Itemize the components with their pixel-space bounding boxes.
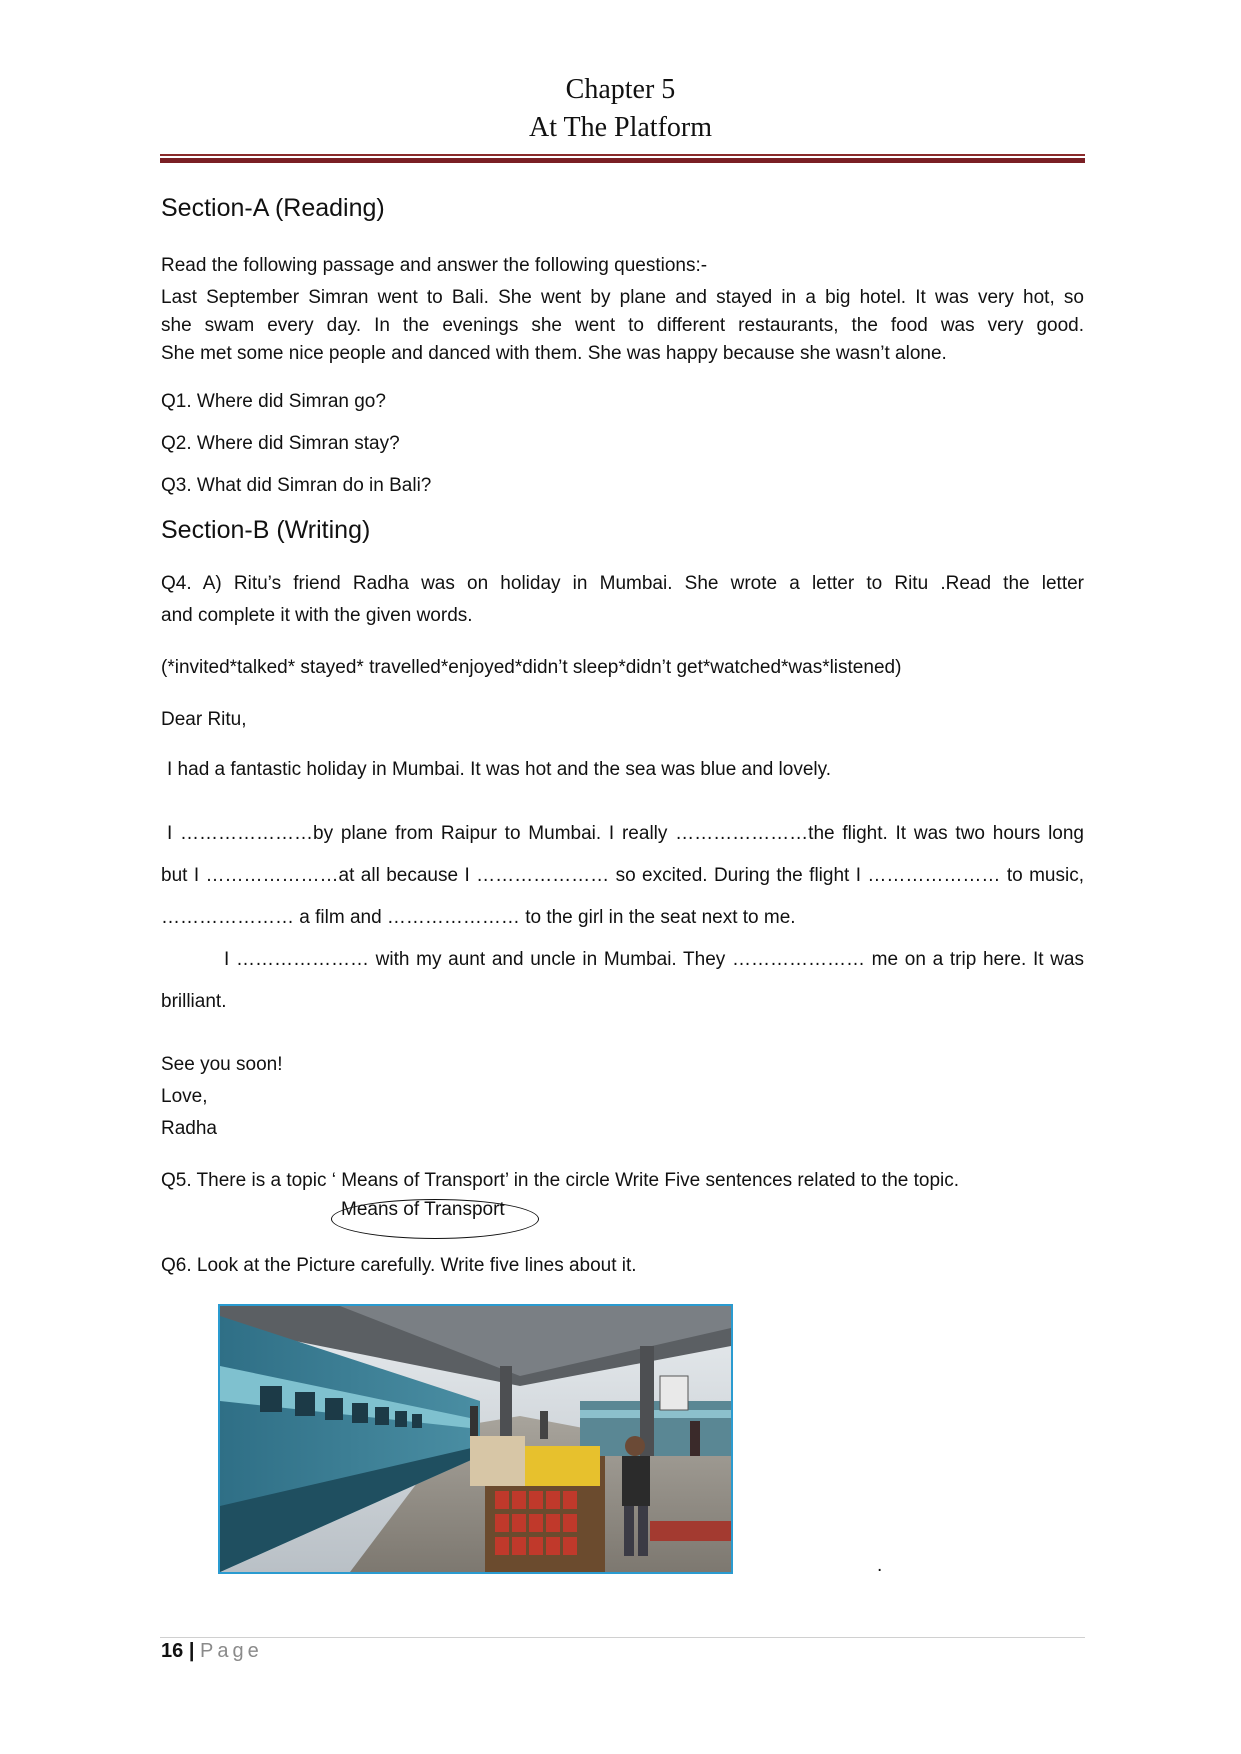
q4-line-2: and complete it with the given words. — [161, 605, 473, 626]
chapter-title: At The Platform — [528, 112, 712, 143]
page-number: 16 — [161, 1640, 184, 1662]
letter-intro: I had a fantastic holiday in Mumbai. It was hot and the sea was blue and lovely. — [167, 759, 831, 780]
letter-greeting: Dear Ritu, — [161, 709, 247, 730]
section-a-heading: Section-A (Reading) — [161, 194, 385, 222]
question-5: Q5. There is a topic ‘ Means of Transport’ in the circle Write Five sentences related to the topic. — [161, 1170, 960, 1191]
letter-para2-line-1: I ………………… with my aunt and uncle in Mumbai. They ………………… me on a trip here. It was — [224, 949, 1084, 970]
topic-circle-label: Means of Transport — [341, 1199, 505, 1220]
letter-para1-line-3: ………………… a film and ………………… to the girl in the seat next to me. — [161, 907, 796, 928]
question-2: Q2. Where did Simran stay? — [161, 433, 400, 454]
section-b-heading: Section-B (Writing) — [161, 516, 371, 544]
letter-closing: See you soon! — [161, 1054, 283, 1075]
letter-signoff: Love, — [161, 1086, 208, 1107]
chapter-number: Chapter 5 — [565, 74, 676, 105]
page-footer — [161, 1640, 263, 1663]
page-label: Page — [199, 1640, 263, 1662]
platform-scene-image — [220, 1306, 731, 1572]
footer-separator: | — [188, 1640, 195, 1662]
letter-signature: Radha — [161, 1118, 217, 1139]
header-rule-thick — [160, 158, 1085, 163]
question-6: Q6. Look at the Picture carefully. Write five lines about it. — [161, 1255, 637, 1276]
word-bank: (*invited*talked* stayed* travelled*enjoyed*didn’t sleep*didn’t get*watched*was*listened) — [161, 657, 902, 678]
header-rule-thin — [160, 154, 1085, 156]
stray-dot: . — [877, 1555, 883, 1576]
question-3: Q3. What did Simran do in Bali? — [161, 475, 432, 496]
passage-line-1: Last September Simran went to Bali. She went by plane and stayed in a big hotel. It was very hot, so — [161, 287, 1084, 308]
letter-para1-line-2: but I …………………at all because I ………………… so excited. During the flight I ………………… to music, — [161, 865, 1084, 886]
letter-para2-line-2: brilliant. — [161, 991, 227, 1012]
railway-platform-photo — [218, 1304, 733, 1574]
q4-line-1: Q4. A) Ritu’s friend Radha was on holiday in Mumbai. She wrote a letter to Ritu .Read the letter — [161, 573, 1084, 594]
passage-line-3: She met some nice people and danced with them. She was happy because she wasn’t alone. — [161, 343, 947, 364]
footer-rule — [160, 1637, 1085, 1638]
passage-line-2: she swam every day. In the evenings she went to different restaurants, the food was very good. — [161, 315, 1084, 336]
question-1: Q1. Where did Simran go? — [161, 391, 386, 412]
reading-instruction: Read the following passage and answer the following questions:- — [161, 255, 708, 276]
letter-para1-line-1: I …………………by plane from Raipur to Mumbai. I really …………………the flight. It was two hours long — [167, 823, 1084, 844]
